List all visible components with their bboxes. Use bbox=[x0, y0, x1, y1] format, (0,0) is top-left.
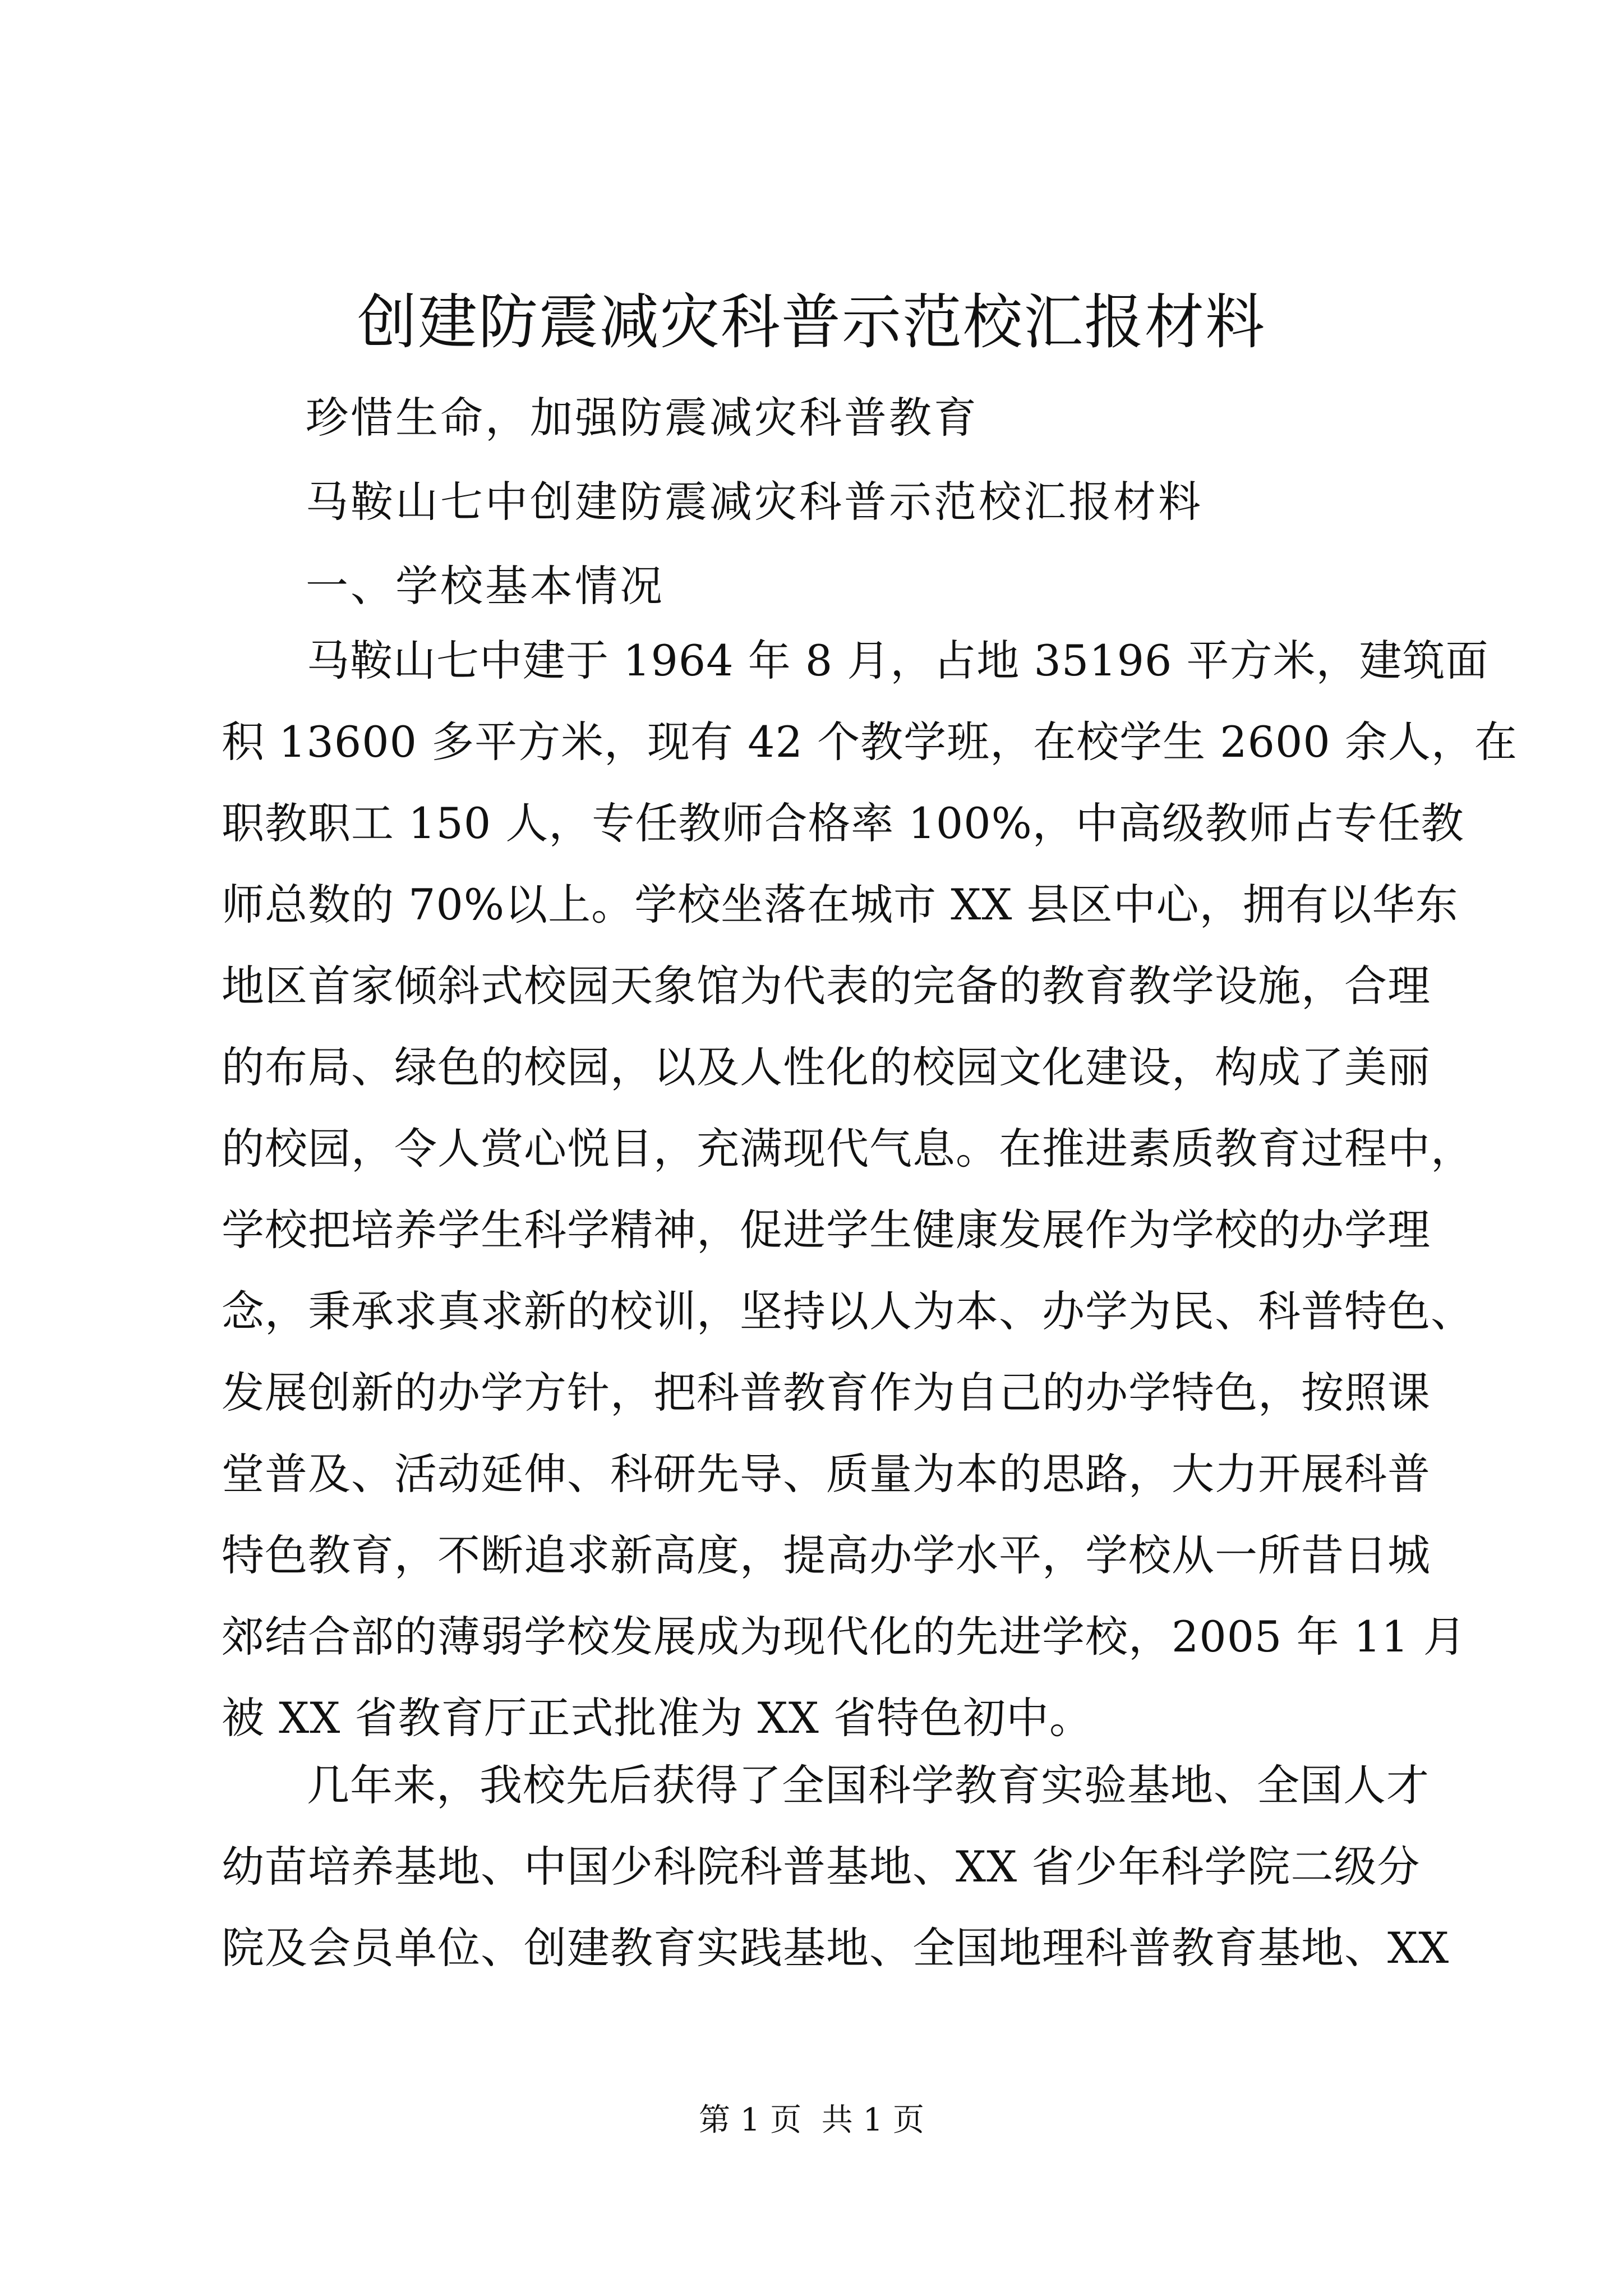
paragraph-line: 被 XX 省教育厅正式批准为 XX 省特色初中。 bbox=[222, 1693, 1093, 1743]
paragraph-line: 堂普及、活动延伸、科研先导、质量为本的思路，大力开展科普 bbox=[222, 1449, 1431, 1499]
document-title: 创建防震减灾科普示范校汇报材料 bbox=[357, 288, 1266, 357]
paragraph-line: 职教职工 150 人，专任教师合格率 100%，中高级教师占专任教 bbox=[222, 798, 1464, 848]
paragraph-line: 地区首家倾斜式校园天象馆为代表的完备的教育教学设施，合理 bbox=[222, 961, 1431, 1011]
paragraph-line: 念，秉承求真求新的校训，坚持以人为本、办学为民、科普特色、 bbox=[222, 1286, 1474, 1336]
paragraph-line: 马鞍山七中建于 1964 年 8 月，占地 35196 平方米，建筑面 bbox=[307, 636, 1489, 685]
subtitle-line-1: 珍惜生命，加强防震减灾科普教育 bbox=[306, 393, 979, 443]
paragraph-line: 师总数的 70%以上。学校坐落在城市 XX 县区中心，拥有以华东 bbox=[222, 880, 1459, 930]
paragraph-line: 学校把培养学生科学精神，促进学生健康发展作为学校的办学理 bbox=[222, 1205, 1431, 1255]
paragraph-line: 几年来，我校先后获得了全国科学教育实验基地、全国人才 bbox=[307, 1760, 1430, 1810]
paragraph-line: 的校园，令人赏心悦目，充满现代气息。在推进素质教育过程中， bbox=[222, 1124, 1474, 1174]
paragraph-1 bbox=[222, 620, 1518, 1759]
paragraph-line: 特色教育，不断追求新高度，提高办学水平，学校从一所昔日城 bbox=[222, 1530, 1431, 1580]
paragraph-line: 发展创新的办学方针，把科普教育作为自己的办学特色，按照课 bbox=[222, 1368, 1431, 1418]
section-heading: 一、学校基本情况 bbox=[306, 561, 665, 611]
subtitle-line-2: 马鞍山七中创建防震减灾科普示范校汇报材料 bbox=[306, 477, 1203, 527]
paragraph-line: 幼苗培养基地、中国少科院科普基地、XX 省少年科学院二级分 bbox=[222, 1842, 1421, 1892]
paragraph-line: 院及会员单位、创建教育实践基地、全国地理科普教育基地、XX bbox=[222, 1923, 1450, 1973]
paragraph-line: 郊结合部的薄弱学校发展成为现代化的先进学校，2005 年 11 月 bbox=[222, 1612, 1467, 1662]
page-footer: 第 1 页 共 1 页 bbox=[698, 2102, 925, 2138]
paragraph-line: 的布局、绿色的校园，以及人性化的校园文化建设，构成了美丽 bbox=[222, 1042, 1431, 1092]
paragraph-line: 积 13600 多平方米，现有 42 个教学班，在校学生 2600 余人，在 bbox=[222, 717, 1518, 767]
paragraph-2 bbox=[222, 1745, 1450, 1989]
